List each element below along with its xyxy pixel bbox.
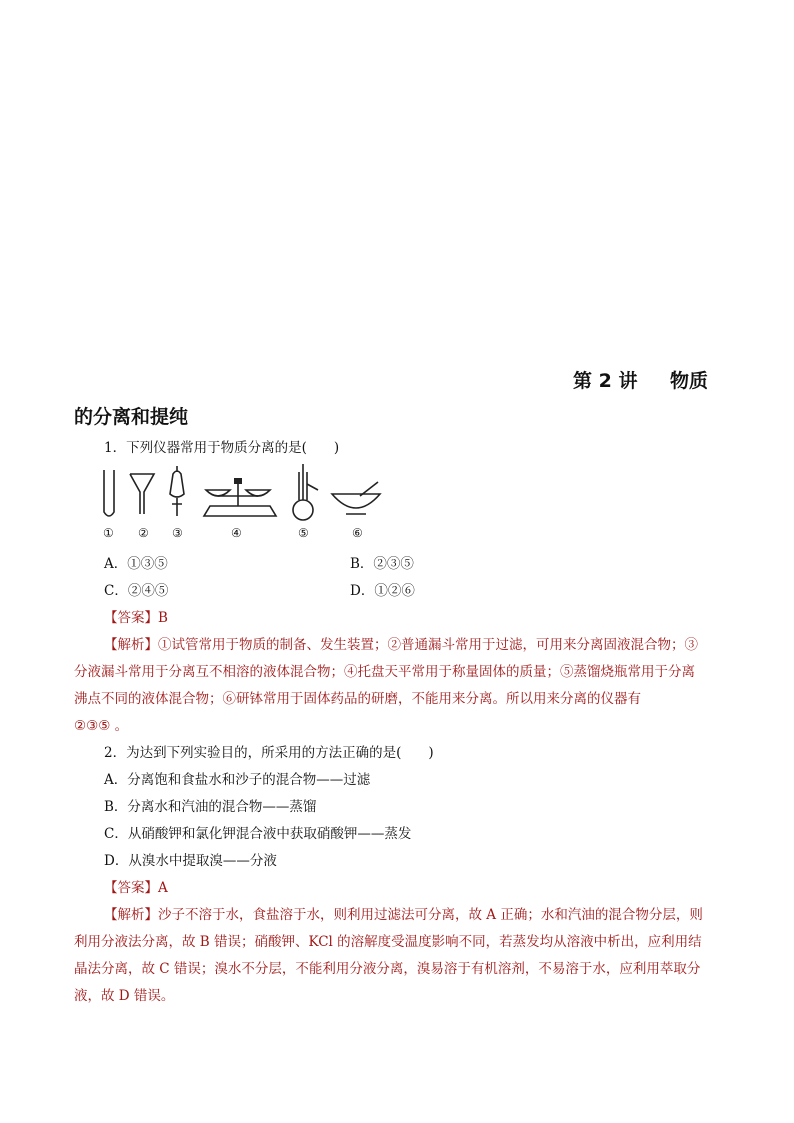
title-word: 物质 xyxy=(670,370,709,392)
title-continuation: 的分离和提纯 xyxy=(74,406,189,428)
q1-option-d: D．①②⑥ xyxy=(350,583,415,599)
figure-label-3: ③ xyxy=(172,526,183,540)
q1-analysis-line-1: 【解析】①试管常用于物质的制备、发生装置；②普通漏斗常用于过滤，可用来分离固液混合物；③ xyxy=(104,637,698,653)
q2-answer: 【答案】A xyxy=(104,880,168,896)
q2-analysis-line-1: 【解析】沙子不溶于水，食盐溶于水，则利用过滤法可分离，故 A 正确；水和汽油的混合物分层，则 xyxy=(104,907,703,923)
q1-analysis-line-2: 分液漏斗常用于分离互不相溶的液体混合物；④托盘天平常用于称量固体的质量；⑤蒸馏烧瓶常用于分离 xyxy=(74,664,695,680)
figure-label-5: ⑤ xyxy=(298,526,309,540)
separatory-funnel-icon xyxy=(170,466,184,516)
title-lecture-number: 第 2 讲 xyxy=(573,370,638,392)
q1-analysis-line-3: 沸点不同的液体混合物；⑥研钵常用于固体药品的研磨，不能用来分离。所以用来分离的仪器有 xyxy=(74,691,641,707)
balance-icon xyxy=(204,478,276,516)
q1-analysis-line-4: ②③⑤ 。 xyxy=(74,718,129,734)
q1-answer: 【答案】B xyxy=(104,610,168,626)
q2-analysis-line-4: 液，故 D 错误。 xyxy=(74,988,175,1004)
q2-option-b: B．分离水和汽油的混合物——蒸馏 xyxy=(104,799,317,815)
funnel-icon xyxy=(130,474,154,514)
q2-option-d: D．从溴水中提取溴——分液 xyxy=(104,853,277,869)
distillation-flask-icon xyxy=(293,464,318,520)
q2-analysis-line-2: 利用分液法分离，故 B 错误；硝酸钾、KCl 的溶解度受温度影响不同，若蒸发均从溶液中析出，应利用结 xyxy=(74,934,702,950)
figure-label-4: ④ xyxy=(231,526,242,540)
test-tube-icon xyxy=(104,470,114,516)
q2-option-c: C．从硝酸钾和氯化钾混合液中获取硝酸钾——蒸发 xyxy=(104,826,412,842)
question-1-stem: 1．下列仪器常用于物质分离的是( ) xyxy=(104,440,340,456)
apparatus-figure xyxy=(96,460,396,526)
figure-label-1: ① xyxy=(103,526,114,540)
figure-label-6: ⑥ xyxy=(352,526,363,540)
q1-option-b: B．②③⑤ xyxy=(350,556,414,572)
question-2-stem: 2．为达到下列实验目的，所采用的方法正确的是( ) xyxy=(104,745,434,761)
q2-analysis-line-3: 晶法分离，故 C 错误；溴水不分层，不能利用分液分离，溴易溶于有机溶剂，不易溶于水，应利用萃取分 xyxy=(74,961,701,977)
q1-option-a: A．①③⑤ xyxy=(104,556,168,572)
q1-option-c: C．②④⑤ xyxy=(104,583,169,599)
q2-option-a: A．分离饱和食盐水和沙子的混合物——过滤 xyxy=(104,772,371,788)
figure-label-2: ② xyxy=(138,526,149,540)
mortar-icon xyxy=(332,482,380,514)
